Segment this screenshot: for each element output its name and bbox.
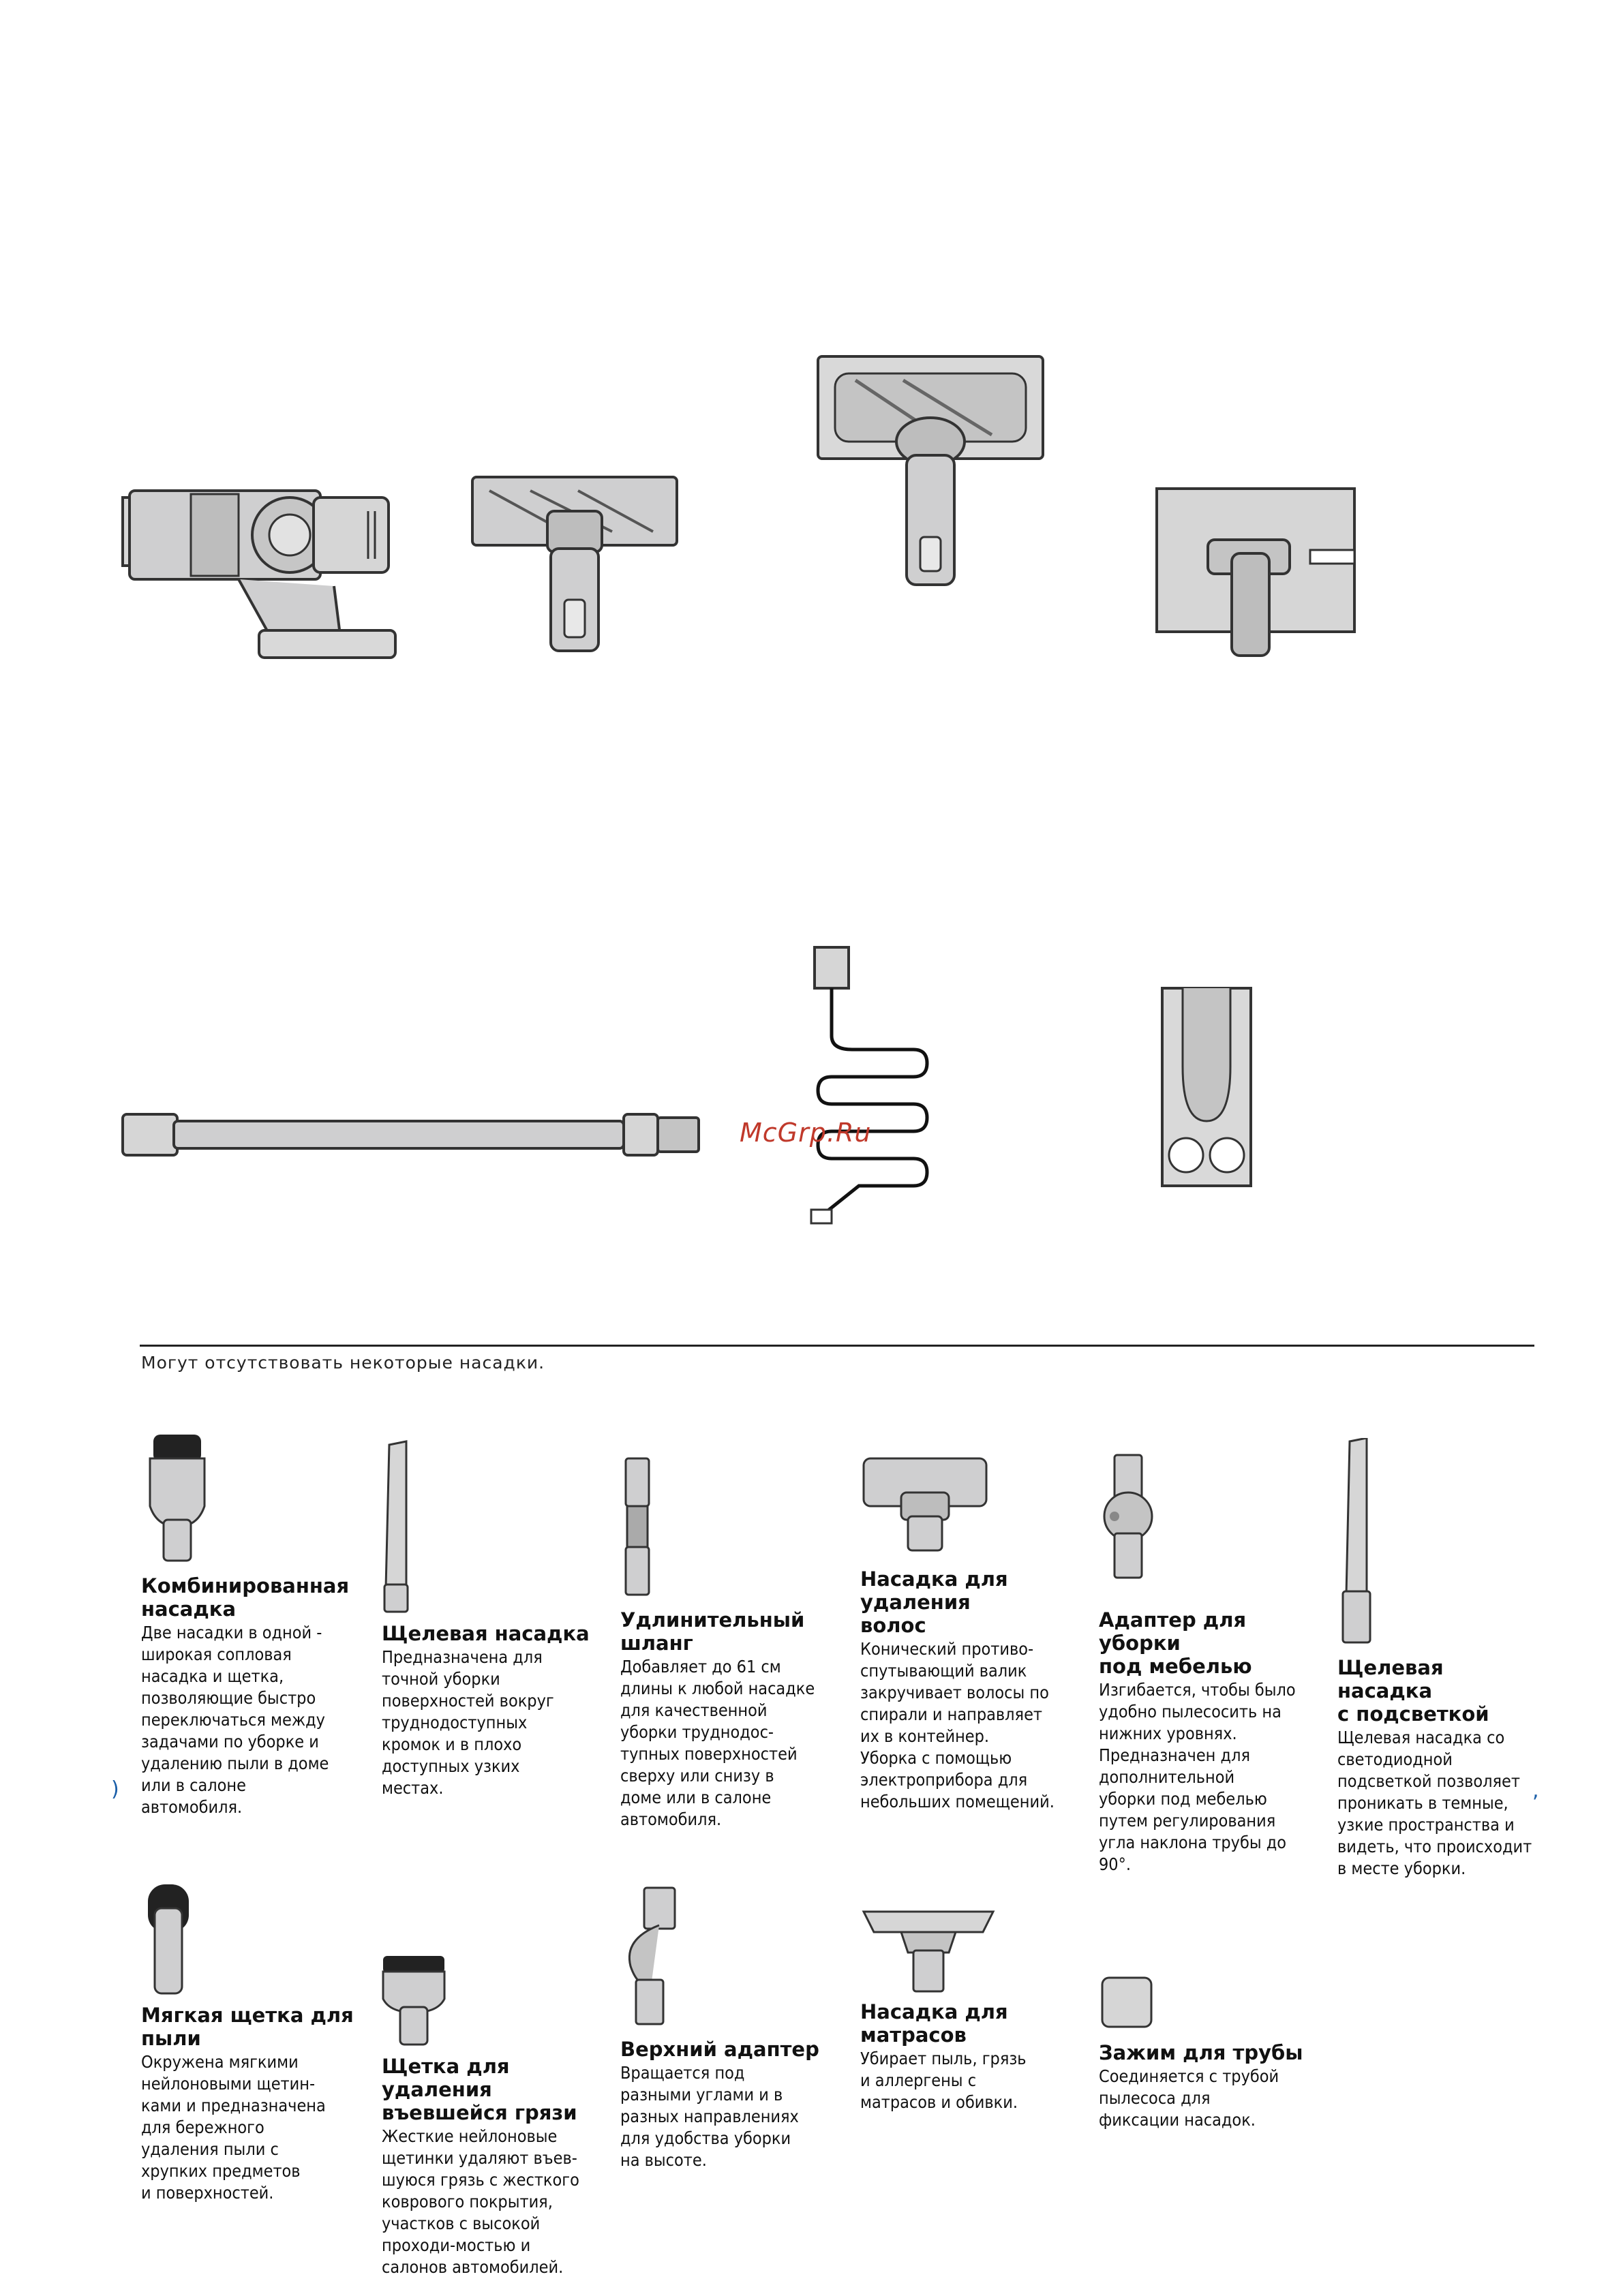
accessory-title: Верхний адаптер <box>620 2038 819 2061</box>
wall-dock-illustration <box>1153 485 1358 662</box>
extension-hose-icon <box>620 1455 654 1598</box>
low-reach-adapter-illustration <box>1097 1452 1159 1584</box>
accessory-desc: Убирает пыль, грязь и аллергены с матрасов и обивки. <box>860 2049 1027 2112</box>
margin-mark-right: , <box>1532 1779 1539 1803</box>
stubborn-dirt-brush-illustration <box>380 1953 448 2051</box>
soft-roller-head-icon <box>815 353 1046 592</box>
crevice-tool-illustration <box>379 1438 413 1618</box>
charger-illustration <box>804 940 941 1240</box>
accessory-title: Щелевая насадка с подсветкой <box>1337 1656 1489 1726</box>
wand-clip-illustration <box>1099 1975 1154 2032</box>
dock-bracket-illustration <box>1159 985 1254 1189</box>
up-top-adapter-icon <box>617 1884 685 2027</box>
accessory-title: Зажим для трубы <box>1099 2041 1303 2064</box>
fluffy-head-illustration <box>815 353 1046 592</box>
accessory-desc: Добавляет до 61 см длины к любой насадке для качественной уборки труднодос- тупных поверхностей сверху или снизу в доме или в салоне автомобиля. <box>620 1657 815 1829</box>
accessory-card <box>141 1574 359 1818</box>
motorbar-head-illustration <box>469 470 680 654</box>
hair-tool-illustration <box>860 1452 990 1557</box>
divider <box>140 1345 1534 1347</box>
charger-icon <box>804 940 941 1240</box>
accessory-card <box>860 1567 1085 1813</box>
accessory-card <box>141 2004 359 2204</box>
accessory-card <box>620 2038 838 2171</box>
disclaimer-text: Могут отсутствовать некоторые насадки. <box>141 1353 545 1373</box>
motorbar-head-icon <box>469 470 680 654</box>
accessory-card <box>1099 1608 1331 1876</box>
soft-dusting-brush-icon <box>145 1881 192 1997</box>
accessory-title: Насадка для матрасов <box>860 2000 1008 2047</box>
wand-illustration <box>119 1107 706 1162</box>
wall-dock-icon <box>1153 485 1358 662</box>
accessory-title: Щелевая насадка <box>382 1622 590 1645</box>
accessory-desc: Жесткие нейлоновые щетинки удаляют въев- шуюся грязь с жесткого коврового покрытия, участков с высокой проходи-мостью и салонов автомобилей. <box>382 2126 579 2277</box>
watermark: McGrp.Ru <box>740 1118 872 1148</box>
accessory-card <box>860 2000 1078 2113</box>
accessory-title: Комбинированная насадка <box>141 1574 350 1621</box>
wand-clip-icon <box>1099 1975 1154 2030</box>
wand-icon <box>119 1107 706 1162</box>
combination-tool-icon <box>147 1431 208 1567</box>
accessory-card <box>620 1608 838 1831</box>
accessory-title: Насадка для удаления волос <box>860 1567 1008 1637</box>
hair-tool-icon <box>860 1452 990 1554</box>
accessory-card <box>1099 2041 1331 2131</box>
soft-dusting-brush-illustration <box>145 1881 192 2000</box>
accessory-desc: Предназначена для точной уборки поверхностей вокруг труднодоступных кромок и в плохо доступных узких местах. <box>382 1647 554 1798</box>
up-top-adapter-illustration <box>617 1884 685 2030</box>
accessory-title: Адаптер для уборки под мебелью <box>1099 1608 1252 1678</box>
accessory-desc: Щелевая насадка со светодиодной подсветкой позволяет проникать в темные, узкие пространства и видеть, что происходит в месте уборки. <box>1337 1728 1532 1878</box>
main-body-illustration <box>116 463 409 668</box>
accessory-desc: Изгибается, чтобы было удобно пылесосить на нижних уровнях. Предназначен для дополнительной уборки под мебелью путем регулирования угла наклона трубы до 90°. <box>1099 1680 1296 1874</box>
accessory-title: Мягкая щетка для пыли <box>141 2004 354 2050</box>
light-crevice-tool-illustration <box>1336 1438 1377 1652</box>
accessory-desc: Две насадки в одной - широкая сопловая насадка и щетка, позволяющие быстро переключаться между задачами по уборке и удалению пыли в доме или в салоне автомобиля. <box>141 1623 329 1817</box>
vacuum-body-icon <box>116 463 409 668</box>
accessory-card <box>382 2055 600 2278</box>
accessory-desc: Конический противо- спутывающий валик закручивает волосы по спирали и направляет их в контейнер. Уборка с помощью электроприбора для небольших помещений. <box>860 1639 1055 1811</box>
mattress-tool-illustration <box>860 1908 997 2000</box>
accessory-desc: Окружена мягкими нейлоновыми щетин- ками и предназначена для бережного удаления пыли с хрупких предметов и поверхностей. <box>141 2052 326 2203</box>
light-crevice-tool-icon <box>1336 1438 1377 1649</box>
mattress-tool-icon <box>860 1908 997 1997</box>
dock-bracket-icon <box>1159 985 1254 1189</box>
stubborn-dirt-brush-icon <box>380 1953 448 2048</box>
crevice-tool-icon <box>379 1438 413 1615</box>
accessory-title: Щетка для удаления въевшейся грязи <box>382 2055 577 2124</box>
combination-tool-illustration <box>147 1431 208 1570</box>
accessory-card <box>1337 1656 1542 1880</box>
accessory-title: Удлинительный шланг <box>620 1608 805 1655</box>
accessory-desc: Соединяется с трубой пылесоса для фиксации насадок. <box>1099 2066 1279 2130</box>
margin-mark-left: ) <box>111 1777 119 1801</box>
accessory-card <box>382 1622 600 1799</box>
low-reach-adapter-icon <box>1097 1452 1159 1581</box>
extension-hose-illustration <box>620 1455 654 1601</box>
accessory-desc: Вращается под разными углами и в разных направлениях для удобства уборки на высоте. <box>620 2063 799 2170</box>
